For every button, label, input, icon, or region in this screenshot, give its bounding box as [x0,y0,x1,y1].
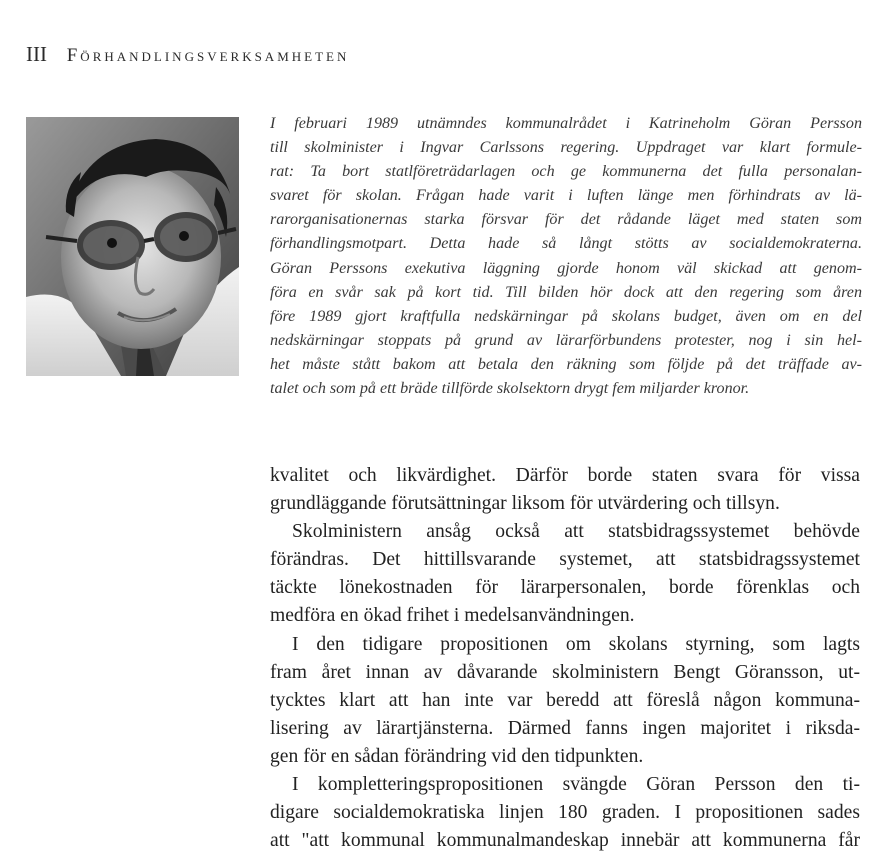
body-line: tycktes klart att han inte var beredd att föreslå någon kommuna- [270,689,860,711]
body-line: fram året innan av dåvarande skolministern Bengt Göransson, ut- [270,661,860,683]
caption-line: I februari 1989 utnämndes kommunalrådet i Katrineholm Göran Persson [270,115,862,132]
body-line: gen för en sådan förändring vid den tidpunkten. [270,745,644,767]
caption-line: förhandlingsmotpart. Detta hade så långt stötts av socialdemokraterna. [270,235,862,253]
portrait-photo [26,117,239,376]
body-line: lisering av lärartjänsterna. Därmed fanns ingen majoritet i riksda- [270,717,860,739]
running-head [26,42,349,67]
caption-line: het måste stått bakom att betala den räkning som följde på det träffade av- [270,355,862,373]
body-line: I kompletteringspropositionen svängde Göran Persson den ti- [292,774,860,796]
body-line: digare socialdemokratiska linjen 180 graden. I propositionen sades [270,802,860,824]
caption-line: talet och som på ett bräde tillförde skolsektorn drygt fem miljarder kronor. [270,380,750,398]
caption-line: nedskärningar stoppats på grund av lärarförbundens protester, nog i sin hel- [270,331,862,349]
caption-line: rat: Ta bort statlföreträdarlagen och ge kommunerna det fulla personalan- [270,163,862,181]
body-line: förändras. Det hittillsvarande systemet, att statsbidragssystemet [270,549,860,571]
body-line: kvalitet och likvärdighet. Därför borde staten svara för vissa [270,465,860,486]
body-text [270,462,860,855]
body-line: grundläggande förutsättningar liksom för utvärdering och tillsyn. [270,493,780,515]
caption-line: rarorganisationernas starka försvar för det rådande läget med staten som [270,211,862,229]
photo-caption [270,112,862,401]
caption-line: föra en svår sak på kort tid. Till bilden hör dock att den regering som åren [270,283,862,301]
body-line: Skolministern ansåg också att statsbidragssystemet behövde [292,521,860,543]
body-line: I den tidigare propositionen om skolans styrning, som lagts [292,633,860,655]
caption-line: före 1989 gjort kraftfulla nedskärningar på skolans budget, även om en del [270,307,862,325]
body-line: att "att kommunal kommunalmandeskap innebär att kommunerna får [270,830,860,852]
chapter-number: III [26,42,47,66]
caption-line: till skolminister i Ingvar Carlssons regering. Uppdraget var klart formule- [270,139,862,157]
caption-line: Göran Perssons exekutiva läggning gjorde honom väl skickad att genom- [270,259,862,277]
caption-line: svaret för skolan. Frågan hade varit i luften länge men förhindrats av lä- [270,187,862,205]
chapter-title: Förhandlingsverksamheten [66,45,350,66]
body-line: täckte lönekostnaden för lärarpersonalen, borde förenklas och [270,577,860,599]
body-line: medföra en ökad frihet i medelsanvändningen. [270,605,635,627]
